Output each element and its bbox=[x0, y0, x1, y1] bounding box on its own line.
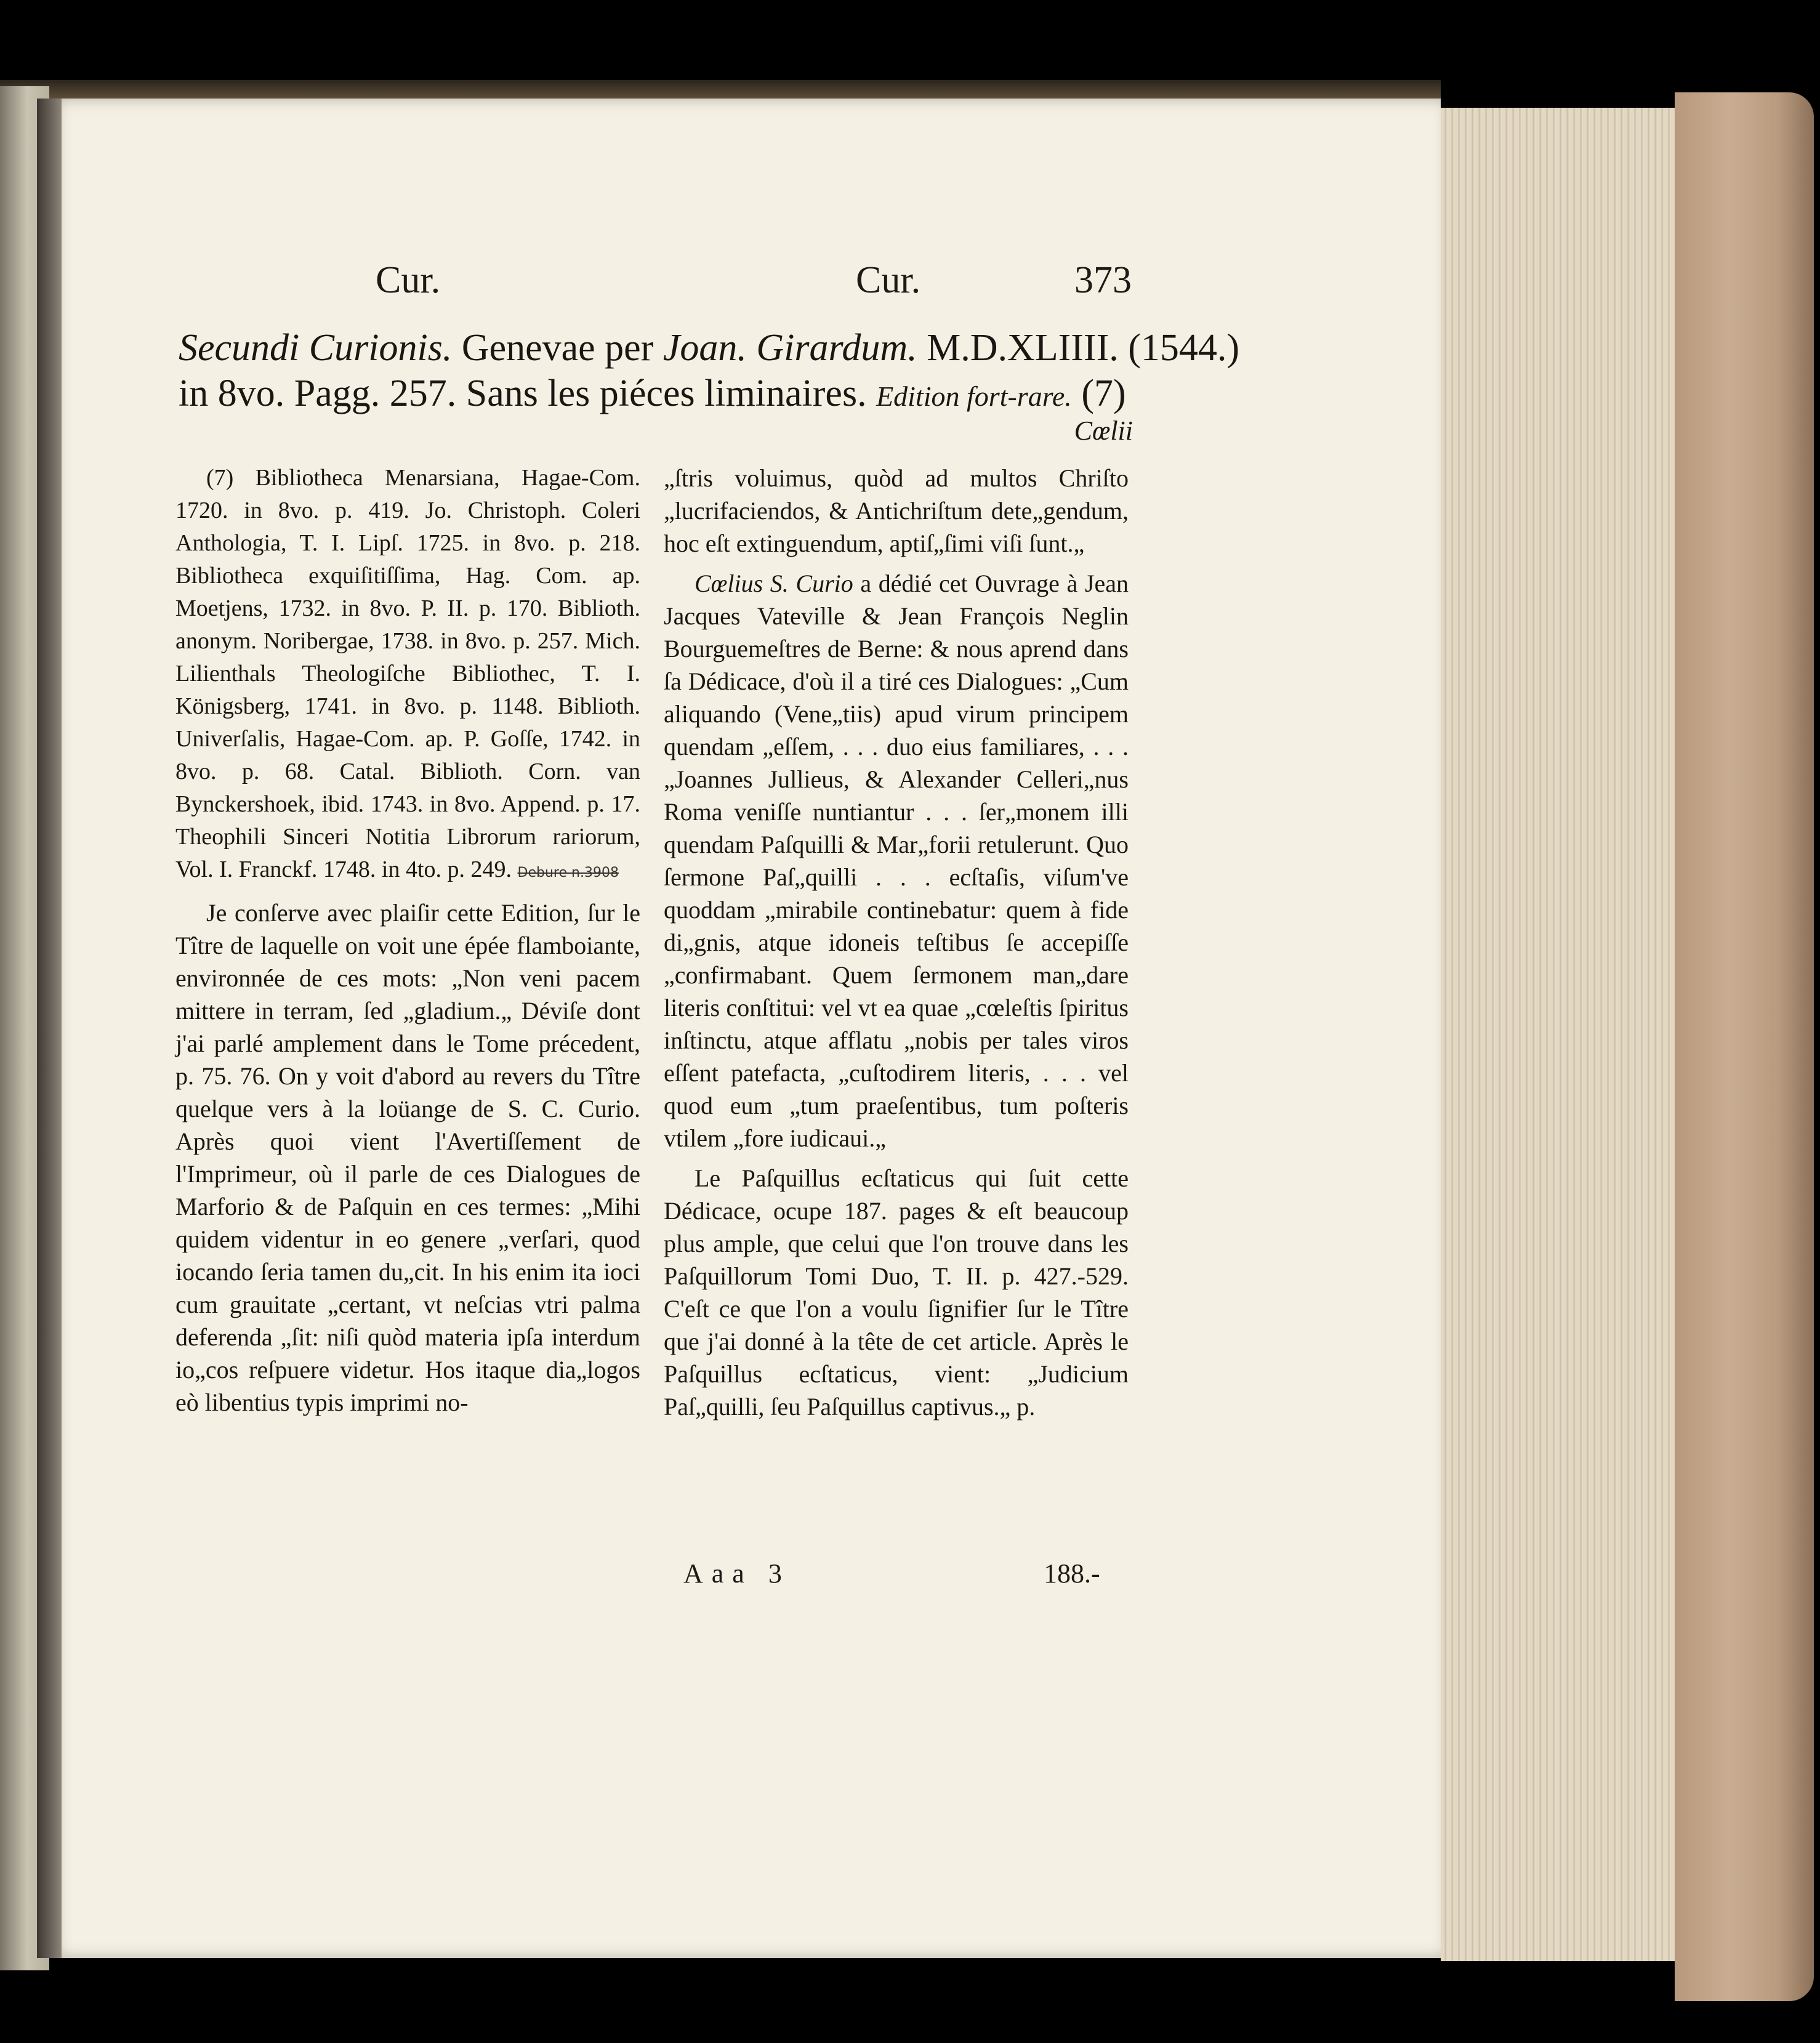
heading-author: Secundi Curionis. bbox=[179, 327, 453, 369]
left-column bbox=[175, 462, 640, 1426]
heading-place: Genevae per bbox=[461, 327, 654, 369]
dedicator-name: Cœlius S. Curio bbox=[695, 570, 853, 597]
book-gutter bbox=[37, 99, 62, 1958]
right-paragraph-2 bbox=[664, 567, 1129, 1154]
right-column bbox=[664, 462, 1129, 1430]
book-binding bbox=[1675, 92, 1814, 2001]
footnote-7 bbox=[175, 462, 640, 889]
page-block-edges bbox=[1441, 108, 1675, 1961]
right-paragraph-2-text: a dédié cet Ouvrage à Jean Jacques Vateville & Jean François Neglin Bourguemeſtres de Berne: & nous aprend dans ſa Dédicace, d'où il a tiré ces Dialogues: „Cum aliquando (Vene„tiis) apud virum principem quendam „eſſem, . . . duo eius familiares, . . . „Joannes Jullieus, & Alexander Celleri„nus Roma veniſſe nuntiantur . . . ſer„monem illi quendam Paſquilli & Mar„forii retulerunt. Quo ſermone Paſ„quilli . . . ecſtaſis, viſum've quoddam „mirabile continebatur: quem à fide di„gnis, atque idoneis teſtibus ſe accepiſſe „confirmabant. Quem ſermonem man„dare literis conſtitui: vel vt ea quae „cœleſtis ſpiritus inſtinctu, atque afflatu „nobis per tales viros eſſent patefacta, „cuſtodirem literis, . . . vel quod eum „tum praeſentibus, tum poſteris vtilem „fore iudicaui.„ bbox=[664, 570, 1129, 1152]
running-head-left: Cur. bbox=[376, 259, 441, 301]
heading-format: in 8vo. Pagg. 257. Sans les piéces liminaires. bbox=[179, 373, 867, 414]
footer-catchword: 188.- bbox=[1044, 1558, 1100, 1589]
heading-date: M.D.XLIIII. (1544.) bbox=[927, 327, 1240, 369]
right-paragraph-1: „ſtris voluimus, quòd ad multos Chriſto „lucrifaciendos, & Antichriſtum dete„gendum, hoc eſt extinguendum, aptiſ„ſimi viſi ſunt.„ bbox=[664, 464, 1129, 557]
signature-mark: Aaa 3 bbox=[683, 1558, 791, 1589]
heading-rarity: Edition fort-rare. bbox=[876, 381, 1072, 412]
page-number: 373 bbox=[1074, 259, 1132, 301]
heading-catchword: Cœlii bbox=[1074, 416, 1133, 446]
heading-note-ref: (7) bbox=[1081, 373, 1126, 414]
right-paragraph-3: Le Paſquillus ecſtaticus qui ſuit cette Dédicace, ocupe 187. pages & eſt beaucoup plus ample, que celui que l'on trouve dans les Paſquillorum Tomi Duo, T. II. p. 427.-529. C'eſt ce que l'on a voulu ſignifier ſur le Tître que j'ai donné à la tête de cet article. Après le Paſquillus ecſtaticus, vient: „Judicium Paſ„quilli, ſeu Paſquillus captivus.„ p. bbox=[664, 1164, 1129, 1420]
heading-line-1 bbox=[179, 326, 1240, 369]
running-head-center: Cur. bbox=[856, 259, 921, 301]
handwritten-annotation: Debure n.3908 bbox=[517, 865, 619, 880]
left-paragraph-1: Je conſerve avec plaiſir cette Edition, ſur le Tître de laquelle on voit une épée flamboiante, environnée de ces mots: „Non veni pacem mittere in terram, ſed „gladium.„ Déviſe dont j'ai parlé amplement dans le Tome précedent, p. 75. 76. On y voit d'abord au revers du Tître quelque vers à la loüange de S. C. Curio. Après quoi vient l'Avertiſſement de l'Imprimeur, où il parle de ces Dialogues de Marforio & de Paſquin en ces termes: „Mihi quidem videntur in eo genere „verſari, quod iocando ſeria tamen du„cit. In his enim ita ioci cum grauitate „certant, vt neſcias vtri palma deferenda „ſit: niſi quòd materia ipſa interdum io„cos reſpuere videtur. Hos itaque dia„logos eò libentius typis imprimi no- bbox=[175, 899, 640, 1416]
footnote-text: (7) Bibliotheca Menarsiana, Hagae-Com. 1720. in 8vo. p. 419. Jo. Christoph. Coleri Anthologia, T. I. Lipſ. 1725. in 8vo. p. 218. Bibliotheca exquiſitiſſima, Hag. Com. ap. Moetjens, 1732. in 8vo. P. II. p. 170. Biblioth. anonym. Noribergae, 1738. in 8vo. p. 257. Mich. Lilienthals Theologiſche Bibliothec, T. I. Königsberg, 1741. in 8vo. p. 1148. Biblioth. Univerſalis, Hagae-Com. ap. P. Goſſe, 1742. in 8vo. p. 68. Catal. Biblioth. Corn. van Bynckershoek, ibid. 1743. in 8vo. Append. p. 17. Theophili Sinceri Notitia Librorum rariorum, Vol. I. Franckf. 1748. in 4to. p. 249. bbox=[175, 465, 640, 882]
heading-printer: Joan. Girardum. bbox=[662, 327, 917, 369]
